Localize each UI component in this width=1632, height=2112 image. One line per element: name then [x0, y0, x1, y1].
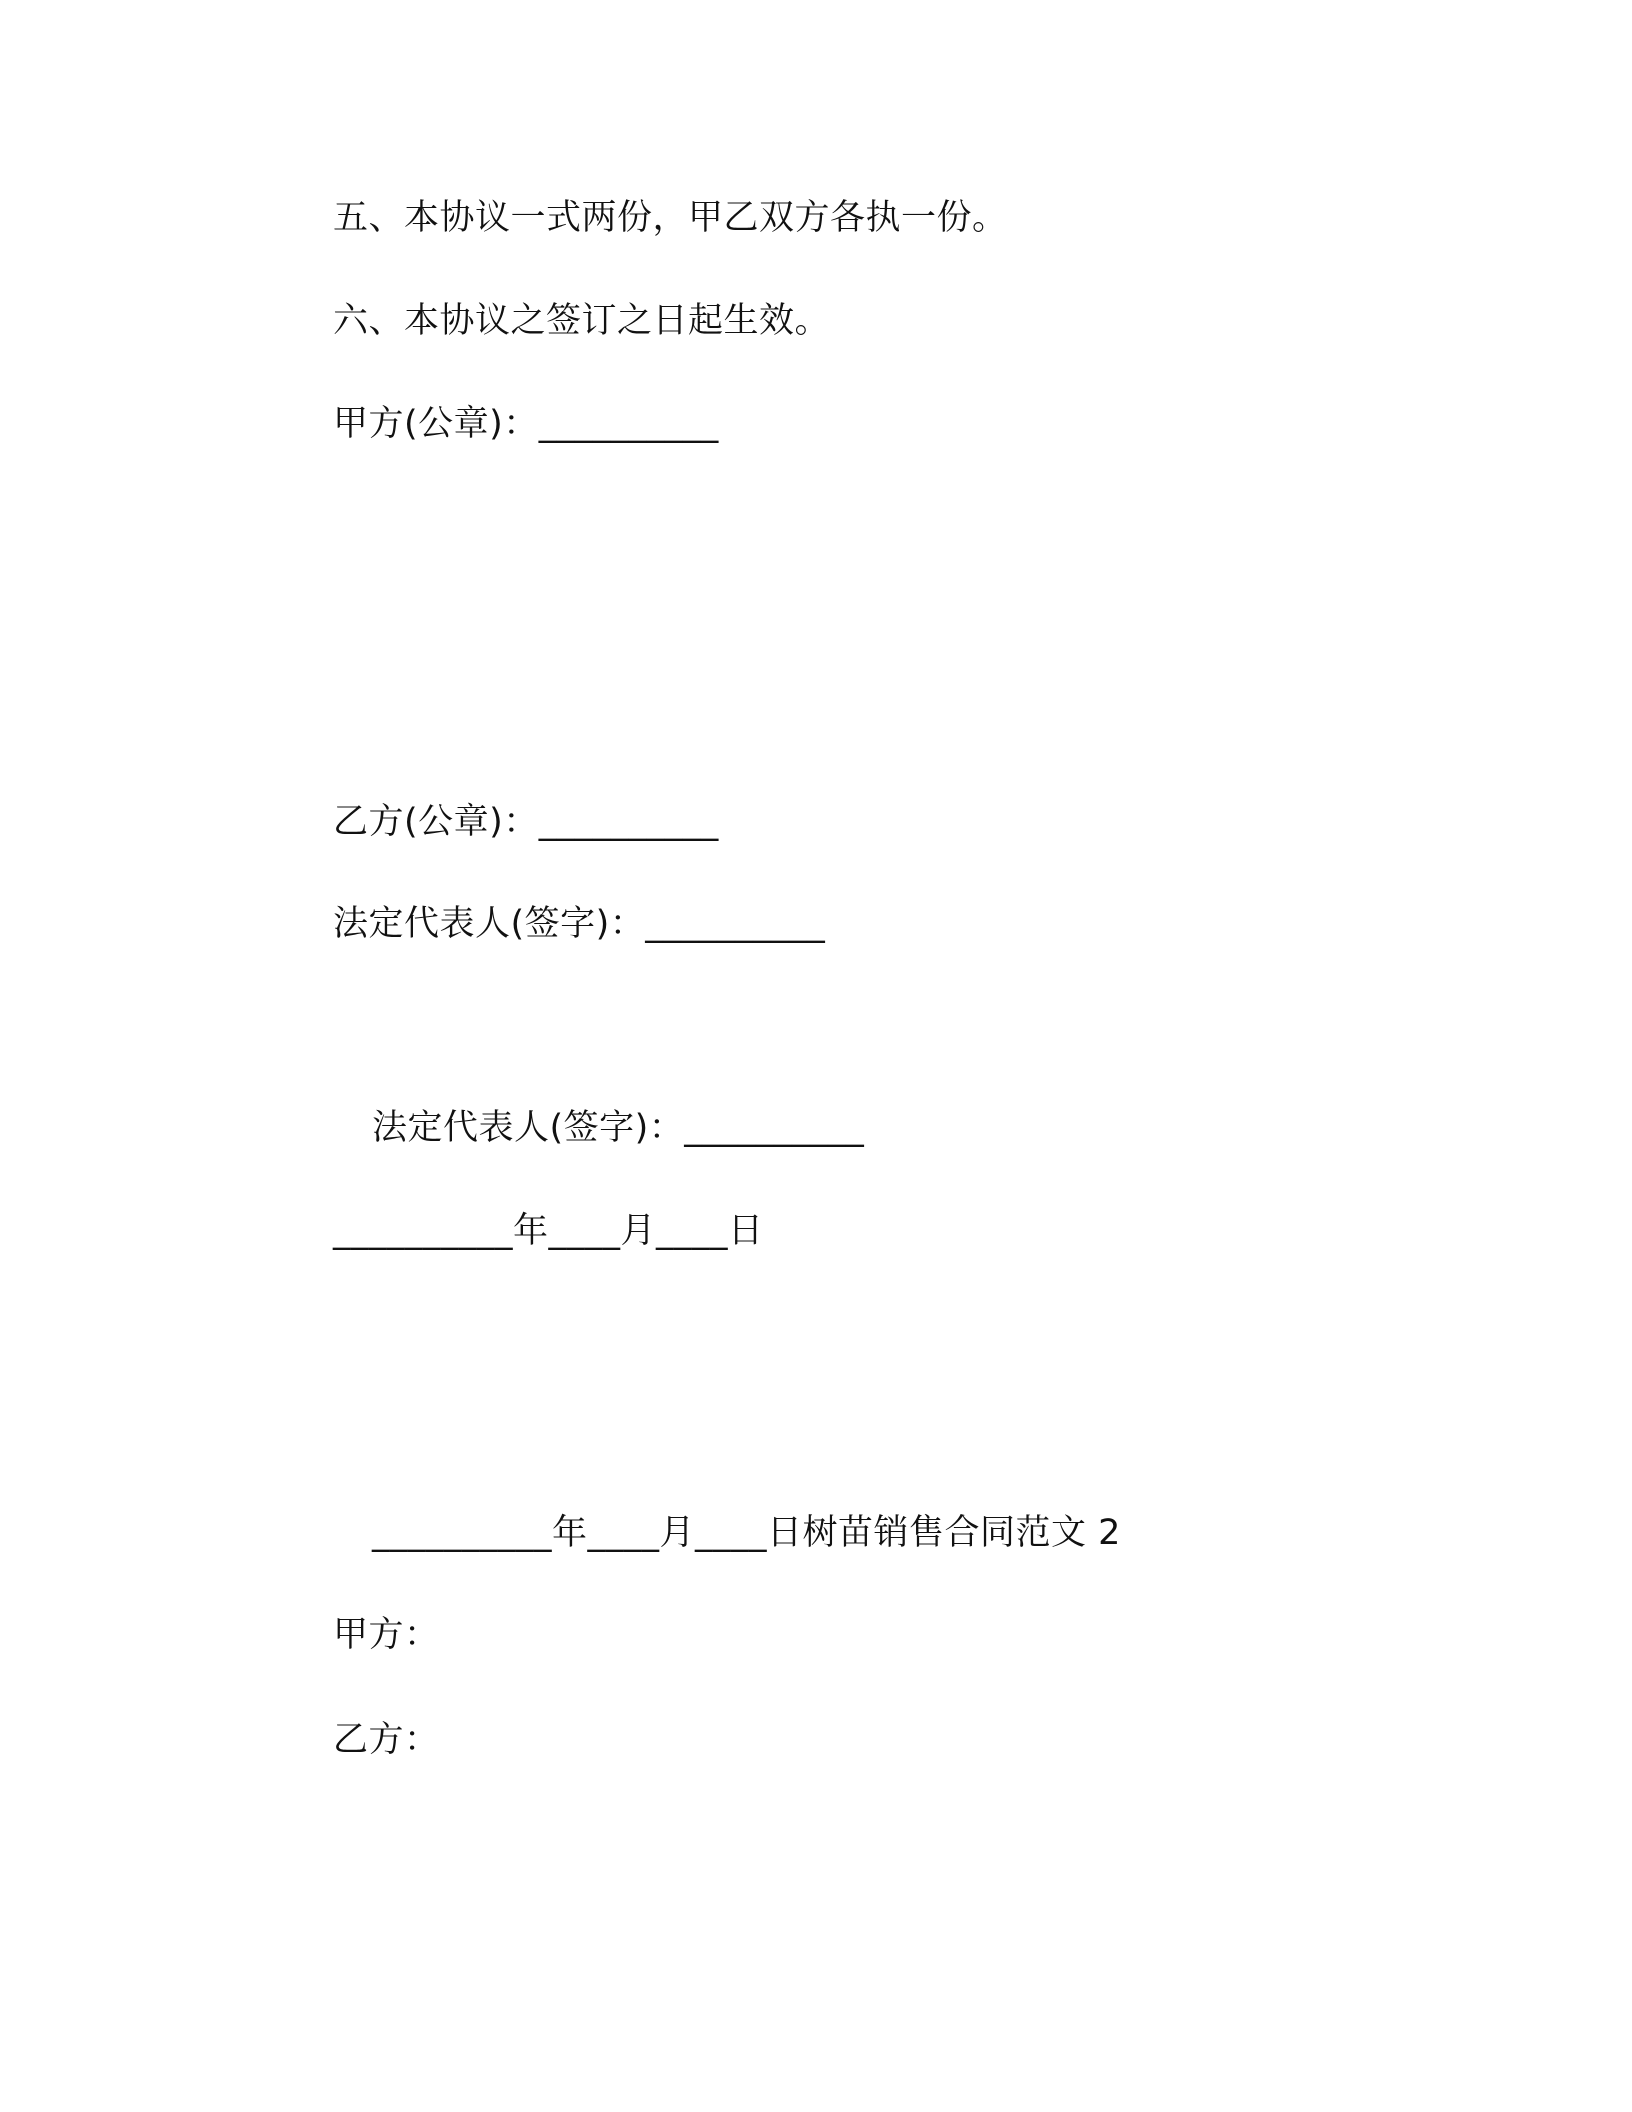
- legal-rep-signature-line-indented: 法定代表人(签字)：__________: [372, 1108, 865, 1148]
- legal-rep-signature-line: 法定代表人(签字)：__________: [333, 904, 826, 944]
- party-b-label: 乙方：: [333, 1720, 440, 1760]
- party-b-seal-line: 乙方(公章)：__________: [333, 802, 719, 842]
- party-a-seal-line: 甲方(公章)：__________: [333, 404, 719, 444]
- clause-five: 五、本协议一式两份，甲乙双方各执一份。: [333, 198, 1008, 238]
- date-line: __________年____月____日: [333, 1211, 764, 1251]
- date-and-title-line: __________年____月____日树苗销售合同范文 2: [372, 1513, 1121, 1553]
- clause-six: 六、本协议之签订之日起生效。: [333, 301, 831, 341]
- party-a-label: 甲方：: [333, 1615, 440, 1655]
